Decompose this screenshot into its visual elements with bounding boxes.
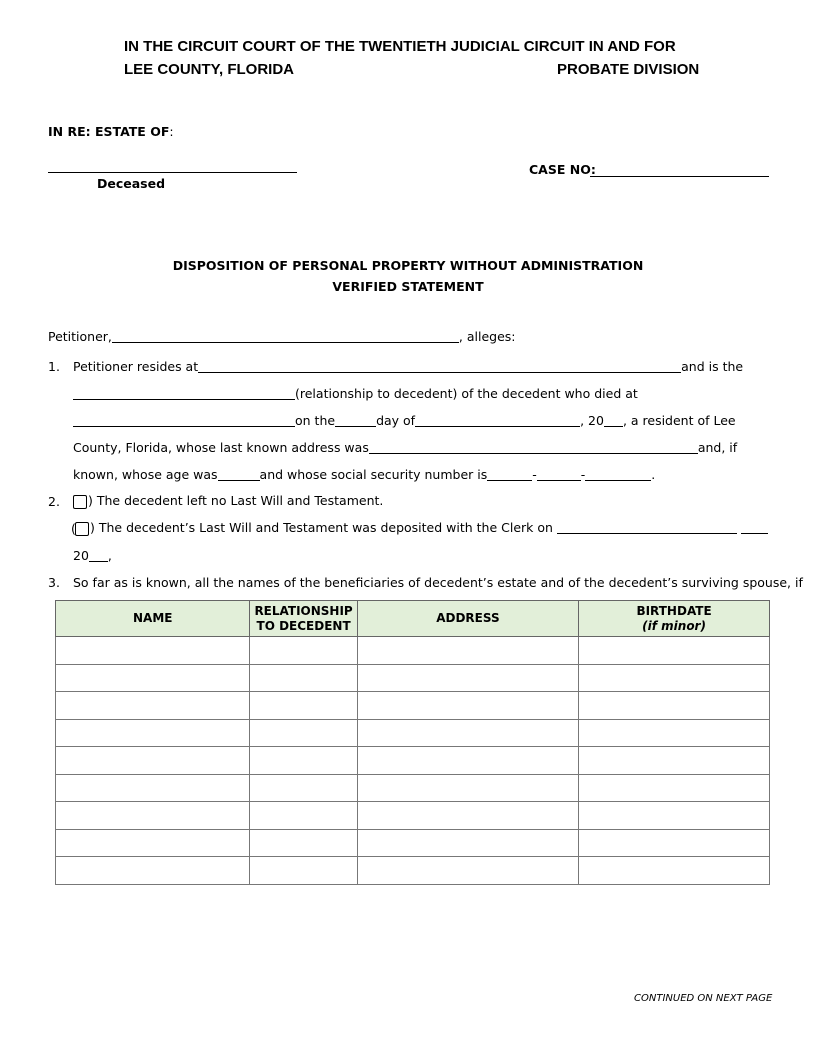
beneficiary-relationship-cell[interactable] bbox=[250, 747, 357, 775]
petitioner-line bbox=[48, 329, 516, 344]
item1-number: 1. bbox=[48, 359, 60, 374]
last-address-suffix: and, if bbox=[697, 440, 738, 455]
item2-number: 2. bbox=[48, 494, 60, 509]
ssn-part1-field[interactable] bbox=[487, 468, 532, 481]
item1-line-b bbox=[73, 386, 638, 401]
beneficiary-relationship-cell[interactable] bbox=[250, 637, 357, 665]
relationship-header-line2: TO DECEDENT bbox=[256, 618, 351, 633]
beneficiary-birthdate-cell[interactable] bbox=[579, 829, 770, 857]
beneficiary-address-cell[interactable] bbox=[357, 664, 578, 692]
beneficiary-name-cell[interactable] bbox=[56, 637, 250, 665]
beneficiary-address-cell[interactable] bbox=[357, 747, 578, 775]
ssn-part2-field[interactable] bbox=[537, 468, 581, 481]
beneficiary-relationship-cell[interactable] bbox=[250, 857, 357, 885]
last-address-prefix: County, Florida, whose last known address was bbox=[73, 440, 369, 455]
resident-text: , a resident of Lee bbox=[622, 413, 736, 428]
form-title: DISPOSITION OF PERSONAL PROPERTY WITHOUT ADMINISTRATION bbox=[172, 258, 644, 273]
decedent-name-field[interactable] bbox=[48, 172, 297, 173]
on-the-text: on the bbox=[295, 413, 336, 428]
table-row bbox=[56, 637, 770, 665]
beneficiary-birthdate-cell[interactable] bbox=[579, 664, 770, 692]
death-day-field[interactable] bbox=[335, 414, 376, 427]
beneficiary-relationship-cell[interactable] bbox=[250, 802, 357, 830]
petitioner-suffix: , alleges: bbox=[458, 329, 516, 344]
beneficiary-name-cell[interactable] bbox=[56, 774, 250, 802]
relationship-field[interactable] bbox=[73, 387, 295, 400]
column-header-birthdate bbox=[579, 601, 770, 637]
deposit-extra-field[interactable] bbox=[741, 521, 768, 534]
table-row bbox=[56, 829, 770, 857]
death-place-field[interactable] bbox=[73, 414, 295, 427]
item1-line-d bbox=[73, 440, 737, 455]
deceased-label: Deceased bbox=[97, 176, 166, 191]
residence-prefix: Petitioner resides at bbox=[73, 359, 199, 374]
petitioner-name-field[interactable] bbox=[112, 330, 459, 343]
beneficiary-name-cell[interactable] bbox=[56, 747, 250, 775]
beneficiary-address-cell[interactable] bbox=[357, 829, 578, 857]
relationship-text: (relationship to decedent) of the decedent who died at bbox=[295, 386, 638, 401]
will-open-paren: ( bbox=[71, 521, 76, 536]
deposit-year-field[interactable] bbox=[89, 549, 108, 562]
will-deposited-checkbox[interactable] bbox=[75, 522, 89, 536]
age-prefix: known, whose age was bbox=[73, 467, 218, 482]
beneficiary-birthdate-cell[interactable] bbox=[579, 747, 770, 775]
residence-suffix: and is the bbox=[681, 359, 744, 374]
beneficiary-birthdate-cell[interactable] bbox=[579, 802, 770, 830]
item1-line-a bbox=[73, 359, 743, 374]
continued-note: CONTINUED ON NEXT PAGE bbox=[634, 993, 773, 1004]
beneficiary-birthdate-cell[interactable] bbox=[579, 857, 770, 885]
division-heading: PROBATE DIVISION bbox=[557, 61, 700, 78]
beneficiary-name-cell[interactable] bbox=[56, 829, 250, 857]
birthdate-header-line2: (if minor) bbox=[642, 618, 706, 633]
ssn-part3-field[interactable] bbox=[585, 468, 651, 481]
item3-number: 3. bbox=[48, 575, 60, 590]
beneficiary-name-cell[interactable] bbox=[56, 692, 250, 720]
in-re-colon: : bbox=[169, 124, 174, 139]
beneficiary-address-cell[interactable] bbox=[357, 802, 578, 830]
beneficiary-relationship-cell[interactable] bbox=[250, 719, 357, 747]
table-header-row bbox=[56, 601, 770, 637]
beneficiary-birthdate-cell[interactable] bbox=[579, 692, 770, 720]
table-row bbox=[56, 747, 770, 775]
no-will-text: ) The decedent left no Last Will and Testament. bbox=[88, 493, 384, 508]
ssn-prefix: and whose social security number is bbox=[259, 467, 488, 482]
column-header-name: NAME bbox=[56, 601, 250, 637]
ssn-dash-2: - bbox=[580, 467, 586, 482]
year-prefix-text: , 20 bbox=[580, 413, 604, 428]
beneficiary-address-cell[interactable] bbox=[357, 637, 578, 665]
table-row bbox=[56, 774, 770, 802]
beneficiary-address-cell[interactable] bbox=[357, 719, 578, 747]
beneficiary-relationship-cell[interactable] bbox=[250, 664, 357, 692]
table-row bbox=[56, 857, 770, 885]
birthdate-header-line1: BIRTHDATE bbox=[636, 603, 712, 618]
no-will-checkbox[interactable] bbox=[73, 495, 87, 509]
form-subtitle: VERIFIED STATEMENT bbox=[332, 279, 484, 294]
in-re-label bbox=[48, 124, 174, 139]
beneficiary-birthdate-cell[interactable] bbox=[579, 719, 770, 747]
ssn-dash-1: - bbox=[532, 467, 537, 482]
beneficiary-relationship-cell[interactable] bbox=[250, 829, 357, 857]
beneficiary-name-cell[interactable] bbox=[56, 802, 250, 830]
item2-option-will-deposited bbox=[71, 520, 768, 536]
beneficiary-name-cell[interactable] bbox=[56, 719, 250, 747]
table-row bbox=[56, 664, 770, 692]
will-deposited-text: ) The decedent’s Last Will and Testament was deposited with the Clerk on bbox=[90, 520, 553, 535]
beneficiary-address-cell[interactable] bbox=[357, 774, 578, 802]
item1-line-c bbox=[73, 413, 736, 428]
deposit-year-comma: , bbox=[107, 548, 112, 563]
decedent-address-field[interactable] bbox=[369, 441, 698, 454]
table-body bbox=[56, 637, 770, 885]
beneficiary-birthdate-cell[interactable] bbox=[579, 774, 770, 802]
county-heading: LEE COUNTY, FLORIDA bbox=[124, 61, 295, 78]
beneficiary-name-cell[interactable] bbox=[56, 857, 250, 885]
beneficiary-birthdate-cell[interactable] bbox=[579, 637, 770, 665]
day-of-text: day of bbox=[376, 413, 416, 428]
item1-line-e bbox=[73, 467, 655, 482]
deposit-date-field[interactable] bbox=[557, 521, 737, 534]
death-year-field[interactable] bbox=[604, 414, 623, 427]
petitioner-prefix: Petitioner, bbox=[48, 329, 112, 344]
beneficiaries-table bbox=[55, 600, 770, 885]
beneficiary-relationship-cell[interactable] bbox=[250, 774, 357, 802]
case-no-field[interactable] bbox=[590, 176, 769, 177]
death-month-field[interactable] bbox=[415, 414, 580, 427]
decedent-age-field[interactable] bbox=[218, 468, 260, 481]
relationship-header-line1: RELATIONSHIP bbox=[254, 603, 353, 618]
item2-option-no-will bbox=[73, 493, 383, 509]
table-row bbox=[56, 692, 770, 720]
beneficiary-name-cell[interactable] bbox=[56, 664, 250, 692]
in-re-text: IN RE: ESTATE OF bbox=[48, 124, 170, 139]
ssn-period: . bbox=[651, 467, 656, 482]
deposit-year-prefix: 20 bbox=[73, 548, 89, 563]
case-no-label: CASE NO: bbox=[529, 162, 596, 177]
column-header-relationship bbox=[250, 601, 357, 637]
table-row bbox=[56, 802, 770, 830]
item2-year-line bbox=[73, 548, 112, 563]
beneficiary-address-cell[interactable] bbox=[357, 692, 578, 720]
table-row bbox=[56, 719, 770, 747]
item3-text: So far as is known, all the names of the beneficiaries of decedent’s estate and of the decedent’s surviving spouse, if bbox=[73, 575, 803, 590]
beneficiary-relationship-cell[interactable] bbox=[250, 692, 357, 720]
column-header-address: ADDRESS bbox=[357, 601, 578, 637]
petitioner-address-field[interactable] bbox=[198, 360, 681, 373]
court-heading: IN THE CIRCUIT COURT OF THE TWENTIETH JUDICIAL CIRCUIT IN AND FOR bbox=[124, 38, 676, 55]
beneficiary-address-cell[interactable] bbox=[357, 857, 578, 885]
